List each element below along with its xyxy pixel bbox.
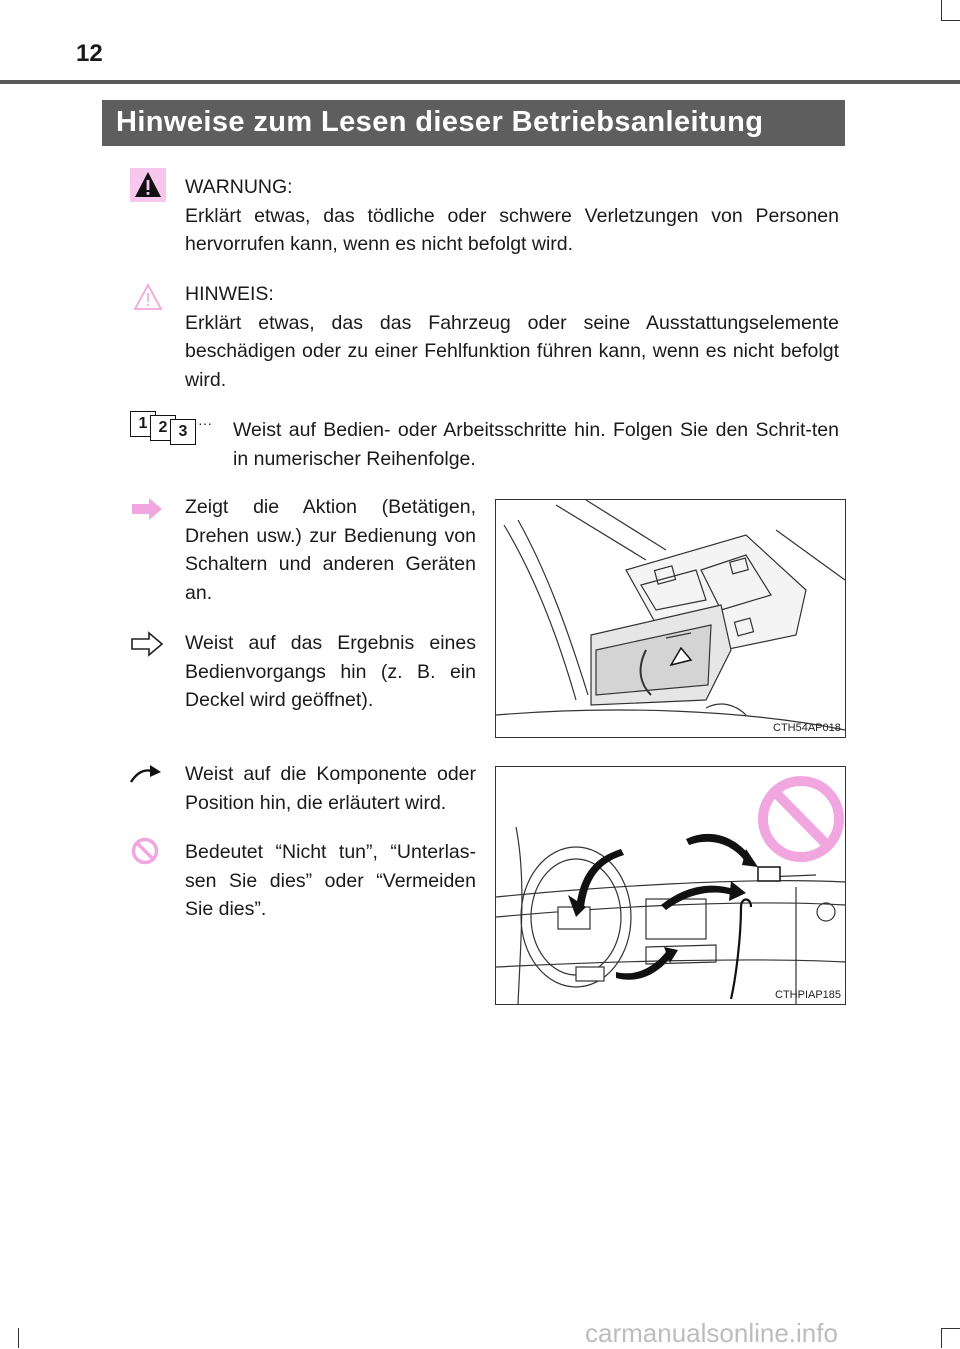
- notice-block: [185, 280, 839, 394]
- warning-block: [185, 173, 839, 259]
- prohibited-text: Bedeutet “Nicht tun”, “Unterlas-sen Sie dies” oder “Vermeiden Sie dies”.: [185, 841, 476, 920]
- overhead-console-illustration: [496, 500, 845, 737]
- notice-text: Erklärt etwas, das das Fahrzeug oder seine Ausstattungselemente beschädigen oder zu einer Fehlfunktion führen kann, wenn es nicht befolgt wird.: [185, 311, 839, 391]
- curved-pointer-arrow-icon: [128, 762, 164, 786]
- crop-mark: [941, 0, 942, 20]
- steps-text: Weist auf Bedien- oder Arbeitsschritte hin. Folgen Sie den Schrit-ten in numerischer Reihenfolge.: [233, 419, 839, 470]
- header-rule: [0, 80, 960, 84]
- step-number: 3: [170, 419, 196, 445]
- step-numbers-icon: [128, 409, 218, 443]
- result-text: Weist auf das Ergebnis eines Bedienvorgangs hin (z. B. ein Deckel wird geöffnet).: [185, 632, 476, 711]
- warning-heading: WARNUNG:: [185, 176, 293, 198]
- warning-triangle-icon: [130, 168, 166, 202]
- step-ellipsis: ···: [198, 415, 212, 431]
- step-number: 2: [150, 415, 176, 441]
- filled-arrow-icon: [130, 496, 164, 522]
- caution-triangle-outline-icon: [130, 280, 166, 314]
- dashboard-illustration: [496, 767, 845, 1004]
- figure-code: CTH54AP018: [773, 722, 841, 734]
- figure-dashboard: [495, 766, 846, 1005]
- crop-mark: [941, 20, 960, 21]
- crop-mark: [941, 1328, 942, 1348]
- notice-heading: HINWEIS:: [185, 283, 274, 305]
- action-text: Zeigt die Aktion (Betätigen, Drehen usw.) zur Bedienung von Schaltern und anderen Geräten an.: [185, 496, 476, 604]
- prohibition-icon: [130, 836, 160, 866]
- warning-text: Erklärt etwas, das tödliche oder schwere Verletzungen von Personen hervorrufen kann, wenn es nicht befolgt wird.: [185, 204, 839, 255]
- pointer-text: Weist auf die Komponente oder Position hin, die erläutert wird.: [185, 763, 476, 814]
- page-title: Hinweise zum Lesen dieser Betriebsanleitung: [116, 106, 764, 138]
- page-number: 12: [76, 40, 103, 67]
- figure-code: CTHPIAP185: [775, 989, 842, 1001]
- watermark: carmanualsonline.info: [585, 1318, 838, 1348]
- crop-mark: [941, 1328, 960, 1329]
- figure-overhead-console: [495, 499, 846, 738]
- crop-mark: [18, 1328, 19, 1348]
- outline-arrow-icon: [130, 631, 164, 657]
- step-number: 1: [130, 411, 156, 437]
